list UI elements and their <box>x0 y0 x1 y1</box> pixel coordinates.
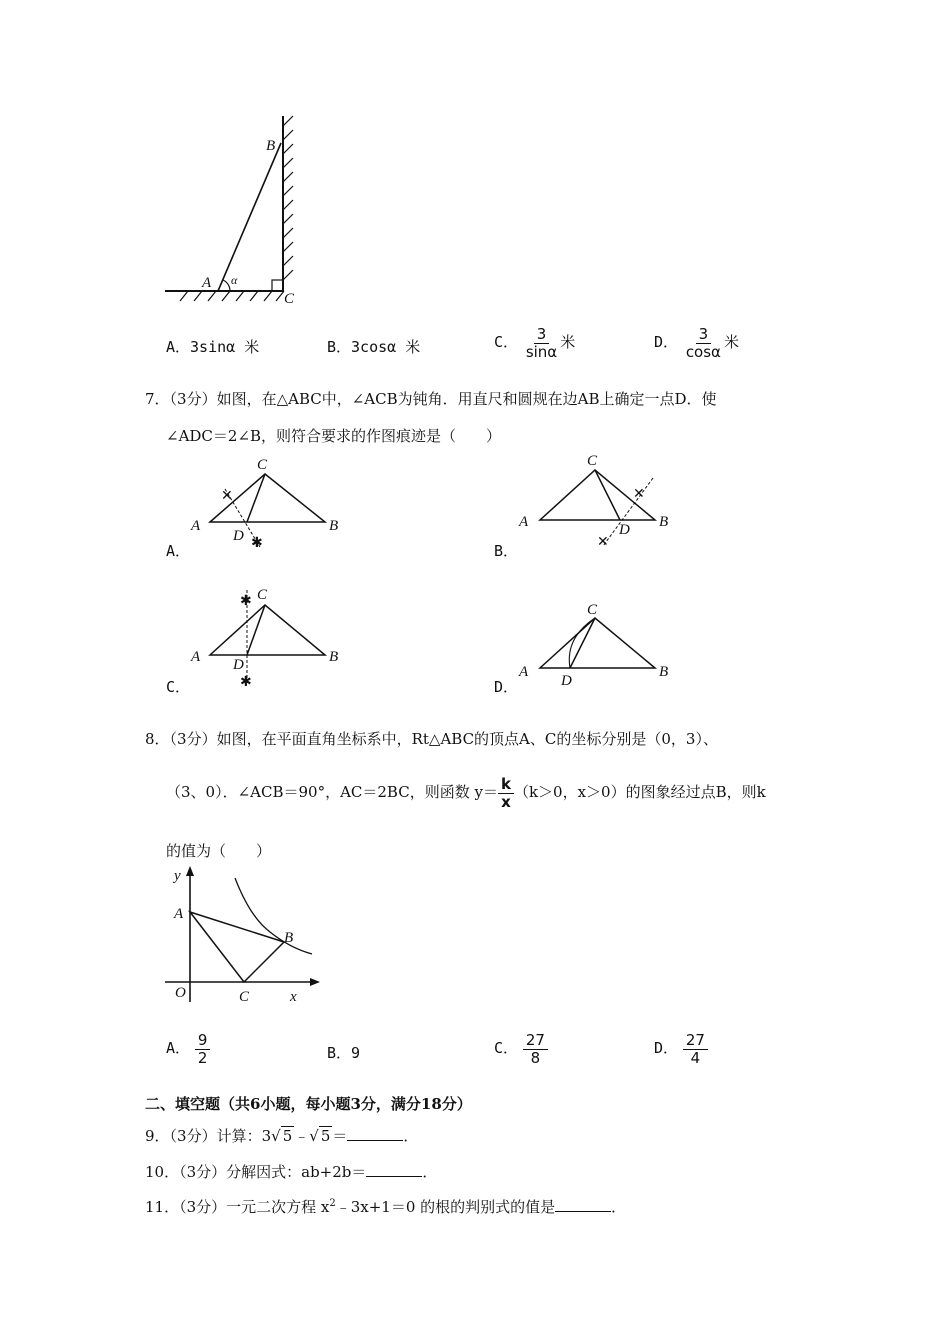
q7d-B: B <box>659 664 669 680</box>
q6-option-b-text: 3cosα 米 <box>351 338 421 356</box>
q7-option-b-label: B． <box>494 542 519 560</box>
q7b-A: A <box>519 514 529 530</box>
q7b-D: D <box>619 522 630 538</box>
q6-label-C: C <box>284 291 295 307</box>
q11 <box>145 1196 626 1217</box>
q6-label-A: A <box>202 275 212 291</box>
q7a-D: D <box>233 528 244 544</box>
q8-option-d-fraction: $\frac{27}{4}$ <box>683 1032 708 1066</box>
q11-pre: 11．（3分）一元二次方程 x <box>145 1198 330 1216</box>
q6-option-b-label: B． <box>327 338 352 356</box>
svg-text:✱: ✱ <box>240 675 252 690</box>
svg-text:✱: ✱ <box>251 536 263 551</box>
q7d-A: A <box>519 664 529 680</box>
q7-option-a-label: A． <box>166 542 191 560</box>
q9-minus: ﹣ <box>294 1127 310 1145</box>
q7c-A: A <box>191 649 201 665</box>
q7a-C: C <box>257 457 268 473</box>
q9-sqrt-sign-1: √ <box>271 1127 281 1145</box>
q9-radicand-1: 5 <box>282 1127 293 1145</box>
q6-option-d-label: D． <box>654 333 679 351</box>
q7-figure-d <box>515 598 685 693</box>
q6-option-b <box>327 336 420 357</box>
section-2-title: 二、填空题（共6小题，每小题3分，满分18分） <box>145 1095 472 1113</box>
q8-option-c-label: C． <box>494 1039 519 1057</box>
q8-label-B: B <box>284 930 294 946</box>
q7-figure-b <box>515 448 685 548</box>
q7-stem-line1: 7．（3分）如图，在△ABC中，∠ACB为钝角．用直尺和圆规在边AB上确定一点D．使 <box>145 390 717 408</box>
q8-label-x: x <box>290 989 297 1005</box>
q10-end: ． <box>422 1163 438 1181</box>
q11-post: ﹣3x+1＝0 的根的判别式的值是 <box>335 1198 556 1216</box>
q8-option-c <box>494 1032 548 1066</box>
q8-option-b <box>327 1042 360 1063</box>
svg-text:✕: ✕ <box>221 489 233 504</box>
q7-option-c-label: C． <box>166 678 191 696</box>
q7-figure-c <box>185 585 350 690</box>
q10-pre: 10．（3分）分解因式：ab+2b＝ <box>145 1163 367 1181</box>
q8-line2-pre: （3、0）．∠ACB＝90°，AC＝2BC，则函数 y＝ <box>166 783 498 801</box>
q6-option-d-unit: 米 <box>723 333 739 351</box>
q8-function-fraction: $\frac{k}{x}$ <box>498 776 514 810</box>
q7a-B: B <box>329 518 339 534</box>
q8-coordinate-figure <box>160 862 330 1012</box>
q8-option-c-fraction: $\frac{27}{8}$ <box>523 1032 548 1066</box>
q6-option-a-text: 3sinα 米 <box>190 338 260 356</box>
q8-option-a <box>166 1032 210 1066</box>
q6-option-a <box>166 336 259 357</box>
q6-option-d <box>654 326 739 360</box>
q9 <box>145 1125 418 1146</box>
q8-stem-line3: 的值为（ ） <box>166 842 272 860</box>
q11-sup: 2 <box>329 1198 336 1209</box>
q9-pre: 9．（3分）计算：3 <box>145 1127 272 1145</box>
q6-label-alpha: α <box>231 273 238 287</box>
svg-text:✕: ✕ <box>633 487 645 502</box>
q8-stem-line2 <box>166 776 766 810</box>
q8-label-y: y <box>174 868 181 884</box>
q6-option-d-fraction: $\frac{3}{\cos\alpha}$ <box>685 325 721 361</box>
q8-option-d-label: D． <box>654 1039 679 1057</box>
q7d-D: D <box>561 673 572 689</box>
q7c-D: D <box>233 657 244 673</box>
q11-answer-blank[interactable] <box>555 1197 611 1212</box>
q8-option-a-fraction: $\frac{9}{2}$ <box>195 1032 211 1066</box>
q8-option-b-label: B． <box>327 1044 352 1062</box>
q7-option-d-label: D． <box>494 678 519 696</box>
q6-option-c-unit: 米 <box>560 333 576 351</box>
q7c-C: C <box>257 587 268 603</box>
q6-ladder-figure <box>150 108 320 308</box>
q7b-B: B <box>659 514 669 530</box>
q7d-C: C <box>587 602 598 618</box>
q8-option-d <box>654 1032 708 1066</box>
q9-answer-blank[interactable] <box>347 1126 403 1141</box>
q9-sqrt-sign-2: √ <box>309 1127 319 1145</box>
q7-figure-a <box>185 452 350 552</box>
q6-label-B: B <box>266 138 276 154</box>
q6-option-c <box>494 326 575 360</box>
svg-text:✕: ✕ <box>597 535 609 548</box>
q9-end: ． <box>403 1127 419 1145</box>
ladder-line <box>218 143 281 291</box>
q10-answer-blank[interactable] <box>366 1162 422 1177</box>
q8-label-A: A <box>174 906 184 922</box>
q8-stem-line1: 8．（3分）如图，在平面直角坐标系中，Rt△ABC的顶点A、C的坐标分别是（0，3）、 <box>145 730 718 748</box>
q9-radicand-2: 5 <box>320 1127 331 1145</box>
q8-label-O: O <box>175 985 186 1001</box>
q7b-C: C <box>587 453 598 469</box>
q8-label-C: C <box>239 989 250 1005</box>
q7c-B: B <box>329 649 339 665</box>
q8-line2-post: （k＞0，x＞0）的图象经过点B，则k <box>513 783 766 801</box>
q7a-A: A <box>191 518 201 534</box>
q6-option-a-label: A． <box>166 338 191 356</box>
q8-option-b-text: 9 <box>351 1044 361 1062</box>
q8-option-a-label: A． <box>166 1039 191 1057</box>
q6-option-c-label: C． <box>494 333 519 351</box>
q7-stem-line2: ∠ADC＝2∠B，则符合要求的作图痕迹是（ ） <box>166 427 502 445</box>
q10 <box>145 1161 437 1182</box>
q11-end: ． <box>611 1198 627 1216</box>
q6-option-c-fraction: $\frac{3}{\sin\alpha}$ <box>525 325 558 361</box>
q9-equals: ＝ <box>332 1127 348 1145</box>
svg-text:✱: ✱ <box>240 594 252 609</box>
